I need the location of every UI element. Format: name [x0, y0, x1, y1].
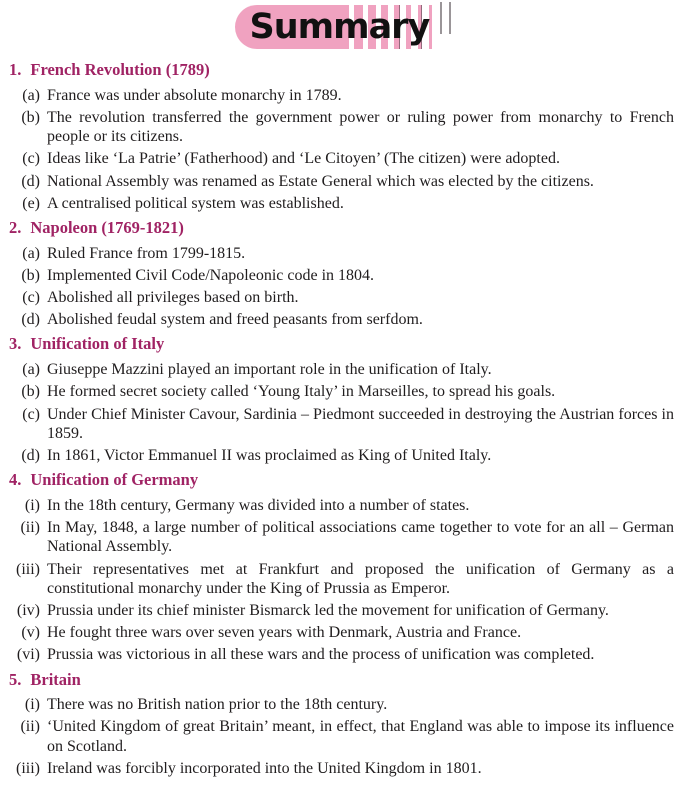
item-text: ‘United Kingdom of great Britain’ meant, in effect, that England was able to impose its influence on Scotland. [47, 718, 674, 755]
item-text: Ideas like ‘La Patrie’ (Fatherhood) and ‘Le Citoyen’ (The citizen) were adopted. [47, 150, 560, 168]
list-item [4, 623, 674, 642]
list-item [4, 496, 674, 515]
item-label: (d) [21, 172, 40, 190]
item-label: (iii) [16, 560, 40, 578]
section-items [4, 86, 674, 213]
section-heading [4, 334, 674, 354]
list-item [4, 86, 674, 105]
item-text: Ruled France from 1799-1815. [47, 244, 246, 262]
item-text: A centralised political system was established. [47, 194, 344, 212]
item-label: (ii) [20, 519, 40, 537]
list-item [4, 446, 674, 465]
item-label: (c) [22, 405, 40, 423]
title-thin-line [449, 2, 451, 34]
section-heading [4, 670, 674, 690]
section-heading [4, 60, 674, 80]
summary-title-banner [235, 4, 449, 50]
item-label: (a) [22, 361, 40, 379]
section-items [4, 496, 674, 665]
item-text: National Assembly was renamed as Estate General which was elected by the citizens. [47, 172, 594, 190]
item-label: (b) [21, 108, 40, 126]
item-text: In the 18th century, Germany was divided into a number of states. [47, 497, 470, 514]
section-items [4, 360, 674, 465]
list-item [4, 288, 674, 307]
list-item [4, 645, 674, 664]
item-label: (c) [22, 150, 40, 168]
item-label: (v) [21, 624, 40, 642]
item-text: In 1861, Victor Emmanuel II was proclaimed as King of United Italy. [47, 447, 492, 465]
section-title: Unification of Germany [30, 470, 199, 490]
section-heading [4, 470, 674, 490]
list-item [4, 266, 674, 285]
item-label: (b) [21, 383, 40, 401]
item-label: (d) [21, 447, 40, 465]
list-item [4, 759, 674, 778]
section-items [4, 695, 674, 778]
item-text: Giuseppe Mazzini played an important role in the unification of Italy. [47, 361, 492, 379]
item-label: (e) [22, 194, 40, 212]
summary-content [0, 60, 683, 778]
section-title: Napoleon (1769-1821) [30, 217, 184, 237]
item-text: Abolished feudal system and freed peasants from serfdom. [47, 311, 423, 329]
section-items [4, 244, 674, 330]
item-text: He formed secret society called ‘Young Italy’ in Marseilles, to spread his goals. [47, 383, 556, 401]
item-label: (d) [21, 311, 40, 329]
list-item [4, 601, 674, 620]
section [4, 670, 674, 779]
list-item [4, 695, 674, 714]
item-text: The revolution transferred the government power or ruling power from monarchy to French people or its citizens. [47, 108, 674, 146]
section-number: 5. [9, 669, 22, 689]
item-label: (c) [22, 289, 40, 307]
section-number: 3. [9, 334, 22, 354]
item-label: (ii) [20, 718, 40, 736]
item-text: He fought three wars over seven years with Denmark, Austria and France. [47, 624, 522, 642]
item-label: (i) [24, 696, 40, 714]
section-number: 4. [9, 470, 22, 490]
list-item [4, 310, 674, 329]
item-text: In May, 1848, a large number of political associations came together to vote for an all – German National Assembly. [47, 519, 674, 556]
page-title: Summary [249, 7, 430, 47]
list-item [4, 518, 674, 556]
section [4, 334, 674, 465]
item-label: (a) [22, 244, 40, 262]
item-text: Under Chief Minister Cavour, Sardinia – Piedmont succeeded in destroying the Austrian forces in 1859. [47, 405, 674, 442]
item-text: Implemented Civil Code/Napoleonic code in 1804. [47, 266, 375, 284]
section-title: French Revolution (1789) [30, 60, 210, 79]
list-item [4, 172, 674, 191]
list-item [4, 405, 674, 443]
section-number: 2. [9, 217, 22, 237]
section-title: Britain [30, 669, 81, 689]
list-item [4, 717, 674, 755]
list-item [4, 244, 674, 263]
item-label: (a) [22, 86, 40, 104]
section-heading [4, 218, 674, 238]
list-item [4, 560, 674, 598]
section-number: 1. [9, 60, 22, 79]
list-item [4, 108, 674, 146]
list-item [4, 149, 674, 168]
section [4, 218, 674, 330]
item-label: (vi) [16, 646, 40, 664]
section-title: Unification of Italy [30, 334, 165, 354]
item-text: Prussia was victorious in all these wars and the process of unification was completed. [47, 646, 595, 664]
item-text: Their representatives met at Frankfurt and proposed the unification of Germany as a constitutional monarchy under the King of Prussia as Emperor. [47, 560, 674, 597]
title-thin-line [440, 2, 442, 34]
section [4, 60, 674, 213]
item-label: (b) [21, 266, 40, 284]
item-label: (iii) [16, 759, 40, 777]
list-item [4, 194, 674, 213]
list-item [4, 382, 674, 401]
summary-page [0, 4, 683, 778]
item-label: (i) [24, 497, 40, 514]
list-item [4, 360, 674, 379]
item-label: (iv) [16, 601, 40, 619]
item-text: France was under absolute monarchy in 1789. [47, 86, 342, 104]
item-text: There was no British nation prior to the 18th century. [47, 696, 388, 714]
item-text: Prussia under its chief minister Bismarck led the movement for unification of Germany. [47, 601, 609, 619]
section [4, 470, 674, 664]
item-text: Abolished all privileges based on birth. [47, 289, 299, 307]
item-text: Ireland was forcibly incorporated into the United Kingdom in 1801. [47, 759, 482, 777]
